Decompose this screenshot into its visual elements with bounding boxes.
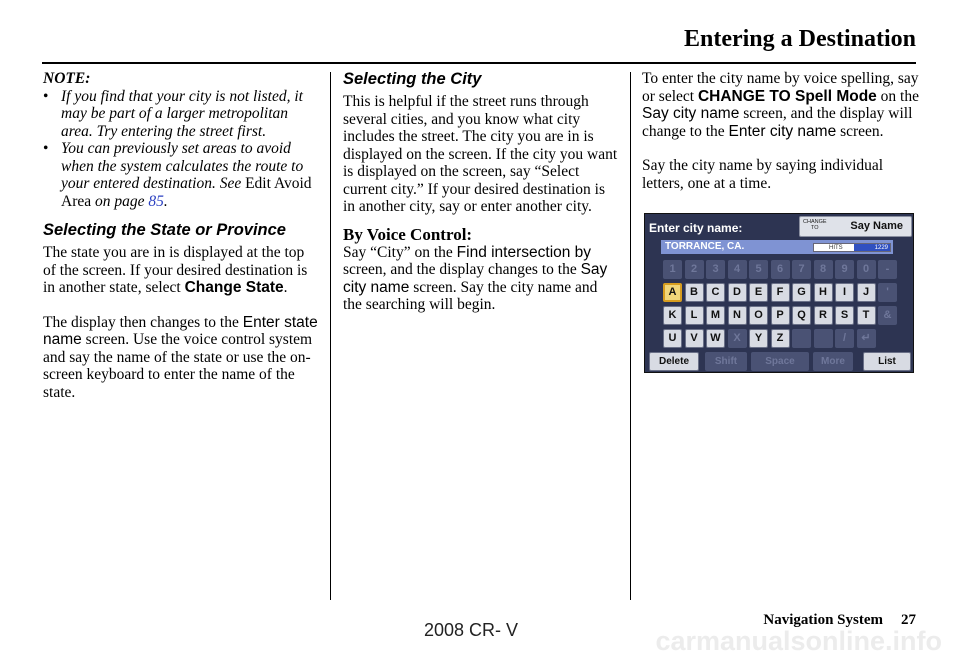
shift-button[interactable]: Shift (705, 352, 747, 371)
paragraph (43, 314, 321, 402)
change-to-say-name-button[interactable] (799, 216, 912, 237)
footer-page-number: 27 (901, 612, 916, 628)
keyboard-key[interactable]: Z (771, 329, 790, 348)
text: on the (876, 87, 919, 105)
subheading-voice-control: By Voice Control: (343, 224, 473, 244)
keyboard-key[interactable]: F (771, 283, 790, 302)
keyboard-key[interactable]: A (663, 283, 682, 302)
enter-state-name-ref: Enter state name (43, 313, 318, 348)
keyboard-key[interactable]: W (706, 329, 725, 348)
say-name-label: Say Name (850, 220, 903, 232)
edit-avoid-area-ref: Edit Avoid Area (61, 175, 312, 210)
keyboard-key[interactable]: I (835, 283, 854, 302)
text: screen, and the display will change to the (642, 105, 913, 140)
keyboard-key[interactable]: X (728, 329, 747, 348)
keyboard-key[interactable]: 9 (835, 260, 854, 279)
note-item-1: • If you find that your city is not listed, it may be part of a larger metropolitan area. Try entering the street first. (43, 88, 321, 141)
say-city-name-ref: Say city name (343, 261, 608, 296)
keyboard-key[interactable]: / (835, 329, 854, 348)
right-column (642, 70, 920, 192)
keyboard-key[interactable]: 6 (771, 260, 790, 279)
keyboard-key[interactable]: R (814, 306, 833, 325)
keyboard-key[interactable]: U (663, 329, 682, 348)
keyboard-key[interactable]: 4 (728, 260, 747, 279)
keyboard-key[interactable]: 1 (663, 260, 682, 279)
enter-city-name-screen (644, 213, 914, 373)
keyboard-key[interactable]: T (857, 306, 876, 325)
keyboard-key[interactable]: Y (749, 329, 768, 348)
keyboard-key[interactable]: E (749, 283, 768, 302)
keyboard-key[interactable] (792, 329, 811, 348)
city-entry-field[interactable]: TORRANCE, CA. (661, 240, 893, 254)
paragraph: This is helpful if the street runs through several cities, and you know what city includes the street. The city you are in is displayed on the screen. If the city you want is displayed on the screen, say “Select current city.” If your desired destination is in another city, say or enter another city. (343, 93, 618, 215)
text: The state you are in is displayed at the top of the screen. If your desired destination is in another state, select (43, 244, 308, 296)
keyboard-key[interactable]: O (749, 306, 768, 325)
note-text: You can previously set areas to avoid when the system calculates the route to your entered destination. See (61, 140, 304, 192)
keyboard-key[interactable]: D (728, 283, 747, 302)
keyboard-key[interactable]: B (685, 283, 704, 302)
hits-label: HITS (829, 245, 843, 251)
footer-model: 2008 CR- V (424, 620, 519, 640)
screen-title: Enter city name: (649, 221, 743, 235)
section-heading-city: Selecting the City (343, 70, 482, 88)
hits-indicator (813, 243, 891, 252)
keyboard-key[interactable]: L (685, 306, 704, 325)
watermark: carmanualsonline.info (655, 626, 942, 655)
change-label: CHANGE (803, 219, 827, 225)
keyboard-key[interactable]: ↵ (857, 329, 876, 348)
keyboard-key[interactable] (814, 329, 833, 348)
say-city-name-ref: Say city name (642, 105, 740, 122)
list-button[interactable]: List (863, 352, 911, 371)
change-to-label (803, 219, 827, 231)
keyboard-key[interactable]: M (706, 306, 725, 325)
paragraph: Say the city name by saying individual letters, one at a time. (642, 157, 884, 192)
enter-city-name-ref: Enter city name (728, 122, 837, 140)
page-header-title: Entering a Destination (683, 26, 916, 52)
keyboard-key[interactable]: G (792, 283, 811, 302)
column-divider-1 (330, 72, 331, 600)
footer-system-name: Navigation System (763, 612, 883, 628)
keyboard-key[interactable]: K (663, 306, 682, 325)
keyboard-key[interactable]: Q (792, 306, 811, 325)
left-column (43, 70, 321, 401)
keyboard-key[interactable]: 2 (685, 260, 704, 279)
note-list (43, 88, 321, 211)
note-text: on page (91, 192, 149, 210)
page-link[interactable]: 85 (148, 192, 164, 210)
text: screen. Use the voice control system and say the name of the state or use the on-screen keyboard to enter the name of the state. (43, 331, 313, 401)
text: screen. (836, 122, 884, 140)
keyboard-key[interactable]: ' (878, 283, 897, 302)
keyboard-key[interactable]: 3 (706, 260, 725, 279)
keyboard-key[interactable]: - (878, 260, 897, 279)
note-heading: NOTE: (43, 70, 91, 87)
keyboard-key[interactable]: & (878, 306, 897, 325)
keyboard-key[interactable]: C (706, 283, 725, 302)
keyboard-key[interactable]: N (728, 306, 747, 325)
keyboard-key[interactable]: V (685, 329, 704, 348)
section-heading-state: Selecting the State or Province (43, 221, 286, 239)
to-label: TO (810, 225, 819, 231)
keyboard-key[interactable]: J (857, 283, 876, 302)
keyboard-key[interactable]: 7 (792, 260, 811, 279)
text: screen, and the display changes to the (343, 261, 581, 278)
change-to-spell-mode-ref: CHANGE TO Spell Mode (697, 87, 877, 105)
keyboard-key[interactable]: S (835, 306, 854, 325)
paragraph (343, 244, 619, 314)
middle-column (343, 70, 619, 314)
keyboard-key[interactable]: H (814, 283, 833, 302)
change-state-ref: Change State (184, 279, 284, 296)
keyboard-key[interactable]: 5 (749, 260, 768, 279)
paragraph (43, 244, 321, 297)
hits-count: 1229 (854, 244, 890, 251)
text: Say “City” on the (343, 243, 457, 261)
keyboard-key[interactable]: P (771, 306, 790, 325)
space-button[interactable]: Space (751, 352, 809, 371)
text: screen. Say the city name and the searching will begin. (343, 278, 598, 313)
keyboard-key[interactable]: 8 (814, 260, 833, 279)
keyboard-key[interactable]: 0 (857, 260, 876, 279)
text: The display then changes to the (43, 313, 243, 331)
delete-button[interactable]: Delete (649, 352, 699, 371)
note-item-2 (43, 140, 321, 210)
text: . (283, 279, 288, 296)
text: To enter the city name by voice spelling, say or select (642, 70, 919, 105)
paragraph (642, 70, 920, 140)
column-divider-2 (630, 72, 631, 600)
header-rule (42, 62, 916, 64)
more-button[interactable]: More (813, 352, 853, 371)
find-intersection-ref: Find intersection by (456, 243, 592, 261)
note-text: . (163, 192, 168, 210)
